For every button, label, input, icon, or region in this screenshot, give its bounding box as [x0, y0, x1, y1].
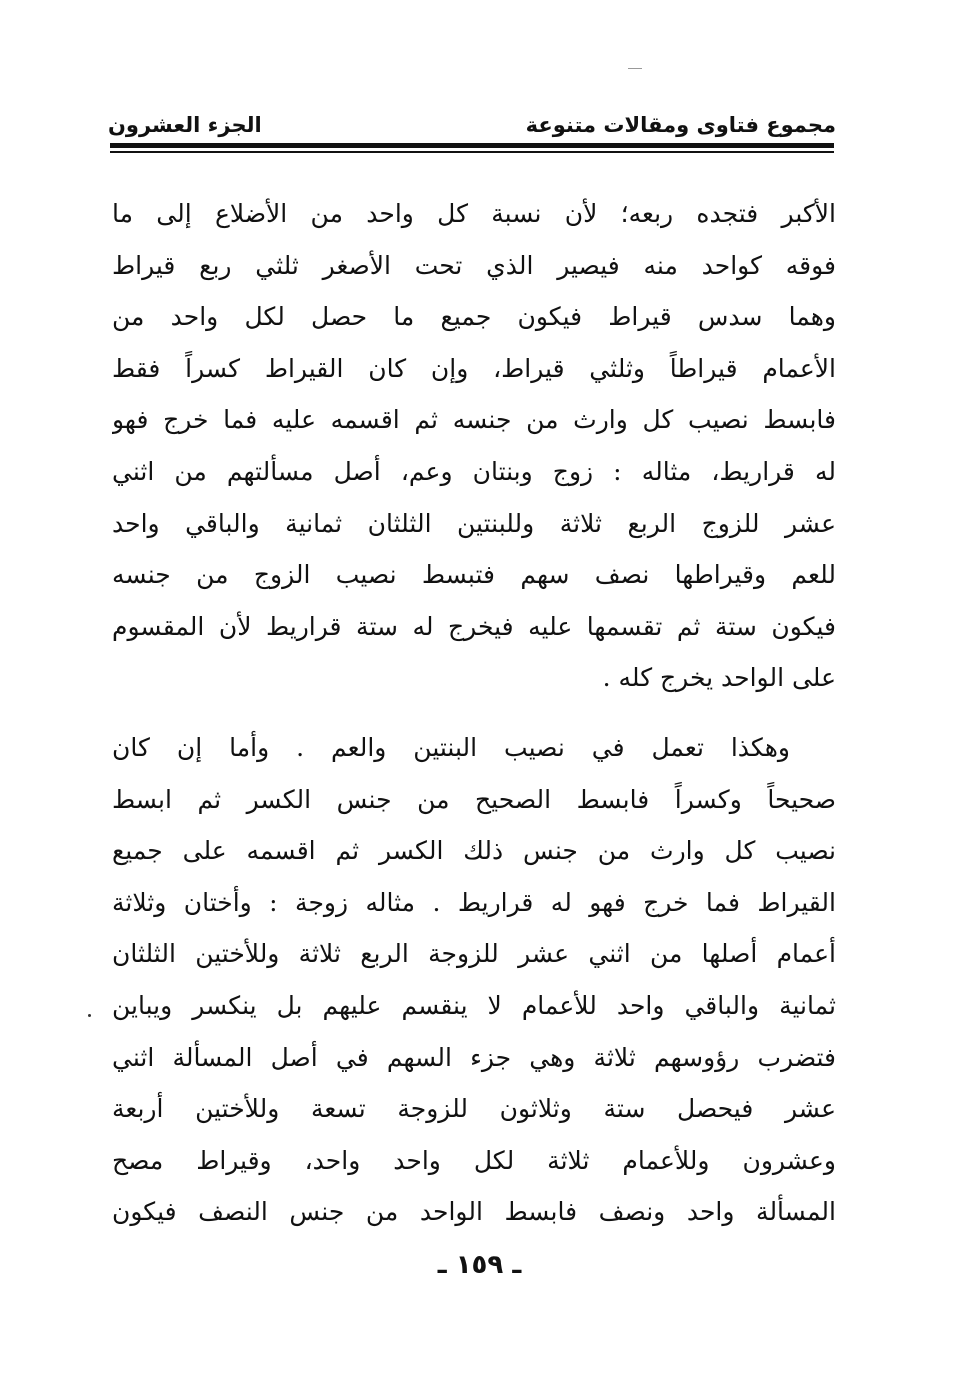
text-line: عشر فيحصل ستة وثلاثون للزوجة تسعة وللأختين أربعة	[112, 1094, 836, 1124]
text-line: وهكذا تعمل في نصيب البنتين والعم . وأما إن كان	[112, 732, 790, 762]
text-line: نصيب كل وارث من جنس ذلك الكسر ثم اقسمه على جميع	[112, 836, 836, 866]
volume-label: الجزء العشرون	[108, 113, 262, 137]
text-line: فتضرب رؤوسهم ثلاثة وهي جزء السهم في أصل المسألة اثني	[112, 1042, 836, 1072]
page-number: ـ ١٥٩ ـ	[437, 1250, 522, 1280]
header-rule-thin	[110, 151, 834, 153]
text-line: أعمام أصلها من اثني عشر للزوجة الربع ثلاثة وللأختين الثلثان	[112, 939, 836, 969]
text-line: القيراط فما خرج فهو له قراريط . مثاله زوجة : وأختان وثلاثة	[112, 887, 836, 917]
scan-speck	[88, 1014, 91, 1017]
text-line: فيكون ستة ثم تقسمها عليه فيخرج له ستة قراريط لأن المقسوم	[112, 611, 836, 641]
text-line: فوقه كواحد منه فيصير الذي تحت الأصغر ثلثي ربع قيراط	[112, 250, 836, 280]
scan-speck	[628, 68, 642, 69]
text-line: للعم وقيراطها نصف سهم فتبسط نصيب الزوج من جنسه	[112, 560, 836, 590]
text-line: وعشرون وللأعمام ثلاثة لكل واحد واحد، وقيراط مصح	[112, 1145, 836, 1175]
text-line: الأكبر فتجده ربعه؛ لأن نسبة كل واحد من الأضلاع إلى ما	[112, 199, 836, 228]
text-line: صحيحاً وكسراً فابسط الصحيح من جنس الكسر ثم ابسط	[112, 784, 836, 814]
text-line: وهما سدس قيراط فيكون جميع ما حصل لكل واحد من	[112, 302, 836, 332]
running-header	[108, 96, 836, 136]
text-line: فابسط نصيب كل وارث من جنسه ثم اقسمه عليه فما خرج فهو	[112, 405, 836, 435]
text-line: له قراريط، مثاله : زوج وبنتان وعم، أصل مسألتهم من اثني	[112, 456, 836, 486]
text-line: ثمانية والباقي واحد للأعمام لا ينقسم عليهم بل ينكسر ويباين	[112, 990, 836, 1020]
book-title: مجموع فتاوى ومقالات متنوعة	[525, 113, 836, 137]
text-line: على الواحد يخرج كله .	[602, 663, 836, 693]
paragraph-2	[112, 722, 836, 1238]
paragraph-gap	[112, 704, 836, 722]
body-text	[112, 188, 836, 1238]
text-line: الأعمام قيراطاً وثلثي قيراط، وإن كان القيراط كسراً فقط	[112, 353, 836, 383]
text-line: المسألة واحد ونصف فابسط الواحد من جنس النصف فيكون	[112, 1197, 836, 1227]
text-line: عشر للزوج الربع ثلاثة وللبنتين الثلثان ثمانية والباقي واحد	[112, 508, 836, 538]
paragraph-1	[112, 188, 836, 704]
header-rule-thick	[110, 143, 834, 148]
